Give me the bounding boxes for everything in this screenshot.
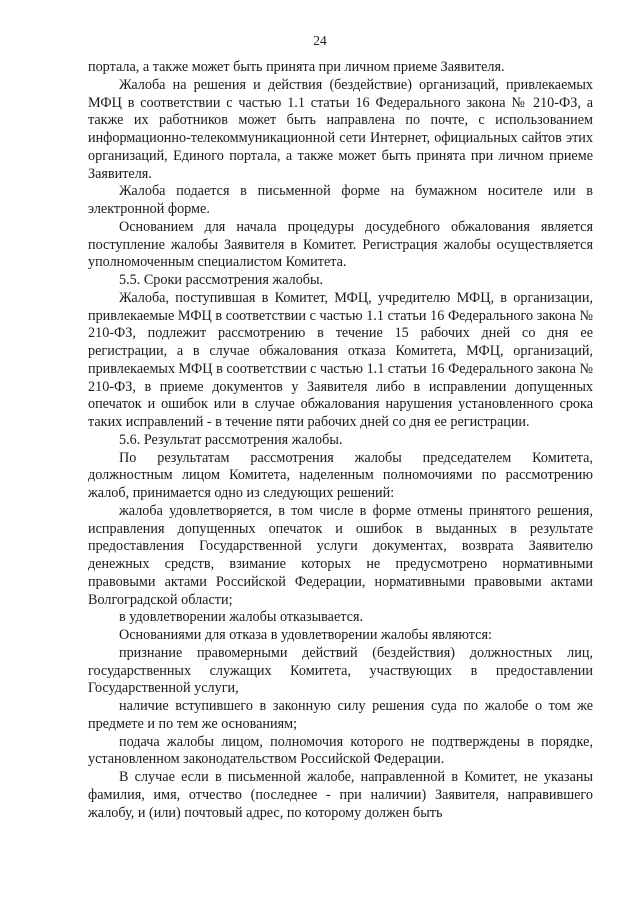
list-item-complaint-satisfied: жалоба удовлетворяется, в том числе в форме отмены принятого решения, исправления допущенных опечаток и ошибок в выданных в результате предоставления Государственной услуги документах, возврата Заявителю денежных средств, взимание которых не предусмотрено нормативными правовыми актами Российской Федерации, нормативными правовыми актами Волгоградской области; bbox=[88, 502, 593, 608]
list-item-ground-lawful-actions: признание правомерными действий (бездействия) должностных лиц, государственных служащих Комитета, участвующих в предоставлении Государственной услуги, bbox=[88, 644, 593, 697]
paragraph-continuation: портала, а также может быть принята при личном приеме Заявителя. bbox=[88, 59, 505, 75]
list-item-ground-no-authority: подача жалобы лицом, полномочия которого не подтверждены в порядке, установленном законодательством Российской Федерации. bbox=[88, 733, 593, 768]
paragraph-review-terms: Жалоба, поступившая в Комитет, МФЦ, учредителю МФЦ, в организации, привлекаемые МФЦ в соответствии с частью 1.1 статьи 16 Федерального закона № 210-ФЗ, подлежит рассмотрению в течение 15 рабочих дней со дня ее регистрации, а в случае обжалования отказа Комитета, МФЦ, организаций, привлекаемых МФЦ в соответствии с частью 1.1 статьи 16 Федерального закона № 210-ФЗ, в приеме документов у Заявителя либо в исправлении допущенных опечаток и ошибок или в случае обжалования нарушения установленного срока таких исправлений - в течение пяти рабочих дней со дня ее регистрации. bbox=[88, 289, 593, 430]
paragraph-review-results: По результатам рассмотрения жалобы председателем Комитета, должностным лицом Комитета, наделенным полномочиями по рассмотрению жалоб, принимается одно из следующих решений: bbox=[88, 449, 593, 501]
list-item-complaint-refused: в удовлетворении жалобы отказывается. bbox=[119, 609, 364, 626]
document-body bbox=[88, 59, 593, 822]
list-item-ground-court-decision: наличие вступившего в законную силу решения суда по жалобе о том же предмете и по тем же основаниям; bbox=[88, 698, 593, 732]
page-number: 24 bbox=[313, 33, 327, 48]
paragraph-complaint-mfc-organizations: Жалоба на решения и действия (бездействие) организаций, привлекаемых МФЦ в соответствии с частью 1.1 статьи 16 Федерального закона № 210-ФЗ, а также их работников может быть направлена по почте, с использованием информационно-телекоммуникационной сети Интернет, официальных сайтов этих организаций, Единого портала, а также может быть принята при личном приеме Заявителя. bbox=[88, 76, 593, 182]
paragraph-missing-details: В случае если в письменной жалобе, направленной в Комитет, не указаны фамилия, имя, отчество (последнее - при наличии) Заявителя, направившего жалобу, и (или) почтовый адрес, по которому должен быть bbox=[88, 769, 593, 821]
paragraph-complaint-form: Жалоба подается в письменной форме на бумажном носителе или в электронной форме. bbox=[88, 183, 593, 217]
section-heading-5-6: 5.6. Результат рассмотрения жалобы. bbox=[119, 431, 343, 448]
paragraph-procedure-start: Основанием для начала процедуры досудебного обжалования является поступление жалобы Заявителя в Комитет. Регистрация жалобы осуществляется уполномоченным специалистом Комитета. bbox=[88, 218, 593, 271]
section-heading-5-5: 5.5. Сроки рассмотрения жалобы. bbox=[119, 272, 324, 288]
paragraph-refusal-grounds: Основаниями для отказа в удовлетворении жалобы являются: bbox=[119, 627, 492, 643]
